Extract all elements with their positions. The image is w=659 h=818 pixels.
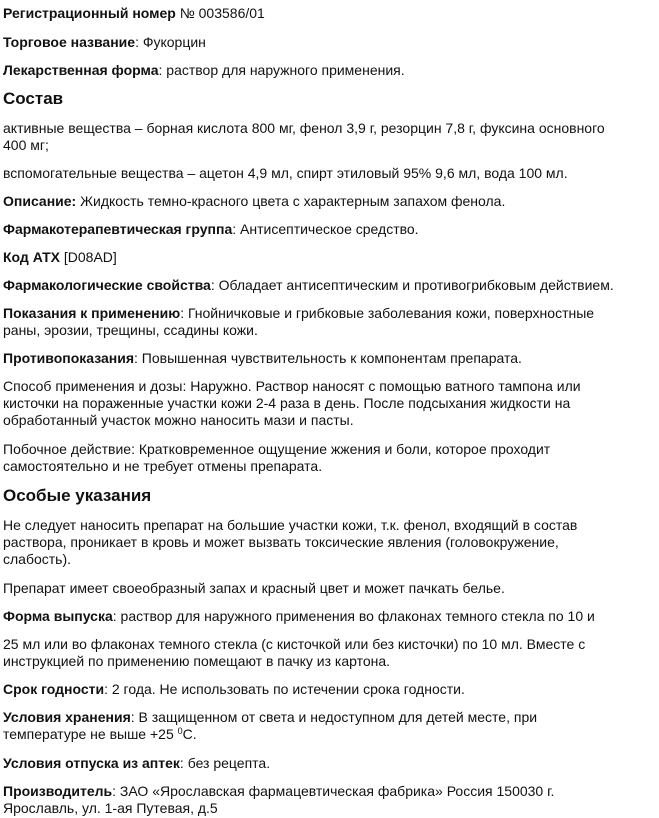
dispensing-conditions: Условия отпуска из аптек: без рецепта. [3, 755, 271, 771]
special-instructions-text: Не следует наносить препарат на большие участки кожи, т.к. фенол, входящий в состав раствора, проникает в кровь и может вызвать токсические явления (головокружение, слабость). [3, 517, 578, 567]
contraindications: Противопоказания: Повышенная чувствительность к компонентам препарата. [3, 350, 522, 366]
composition-heading: Состав [3, 89, 64, 108]
manufacturer: Производитель: ЗАО «Ярославская фармацевтическая фабрика» Россия 150030 г. Ярославль, ул. 1-ая Путевая, д.5 [3, 783, 555, 816]
active-substances: активные вещества – борная кислота 800 мг, фенол 3,9 г, резорцин 7,8 г, фуксина основного 400 мг; [3, 120, 605, 153]
side-effects: Побочное действие: Кратковременное ощущение жжения и боли, которое проходит самостоятельно и не требует отмены препарата. [3, 441, 551, 474]
indications: Показания к применению: Гнойничковые и грибковые заболевания кожи, поверхностные раны, эрозии, трещины, ссадины кожи. [3, 305, 595, 338]
storage-conditions: Условия хранения: В защищенном от света и недоступном для детей месте, при температуре не выше +25 $^0$С. [3, 709, 538, 742]
atc-code: Код АТХ [D08AD] [3, 249, 117, 265]
registration-number: Регистрационный номер № 003586/01 [3, 5, 265, 21]
shelf-life: Срок годности: 2 года. Не использовать по истечении срока годности. [3, 681, 465, 697]
dosage-form: Лекарственная форма: раствор для наружного применения. [3, 62, 405, 78]
pharm-group: Фармакотерапевтическая группа: Антисептическое средство. [3, 221, 419, 237]
dosage-and-administration: Способ применения и дозы: Наружно. Раствор наносят с помощью ватного тампона или кисточки на пораженные участки кожи 2-4 раза в день. После подсыхания жидкости на обработанный участок можно наносить мази и пасты. [3, 378, 581, 428]
special-instructions-heading: Особые указания [3, 486, 152, 505]
pharm-properties: Фармакологические свойства: Обладает антисептическим и противогрибковым действием. [3, 277, 614, 293]
trade-name: Торговое название: Фукорцин [3, 34, 206, 50]
excipients: вспомогательные вещества – ацетон 4,9 мл, спирт этиловый 95% 9,6 мл, вода 100 мл. [3, 165, 568, 181]
special-instructions-note: Препарат имеет своеобразный запах и красный цвет и может пачкать белье. [3, 580, 505, 596]
description: Описание: Жидкость темно-красного цвета с характерным запахом фенола. [3, 193, 506, 209]
release-form: Форма выпуска: раствор для наружного применения во флаконах темного стекла по 10 и [3, 608, 595, 624]
release-form-continued: 25 мл или во флаконах темного стекла (с кисточкой или без кисточки) по 10 мл. Вместе с инструкцией по применению помещают в пачку из картона. [3, 636, 586, 669]
